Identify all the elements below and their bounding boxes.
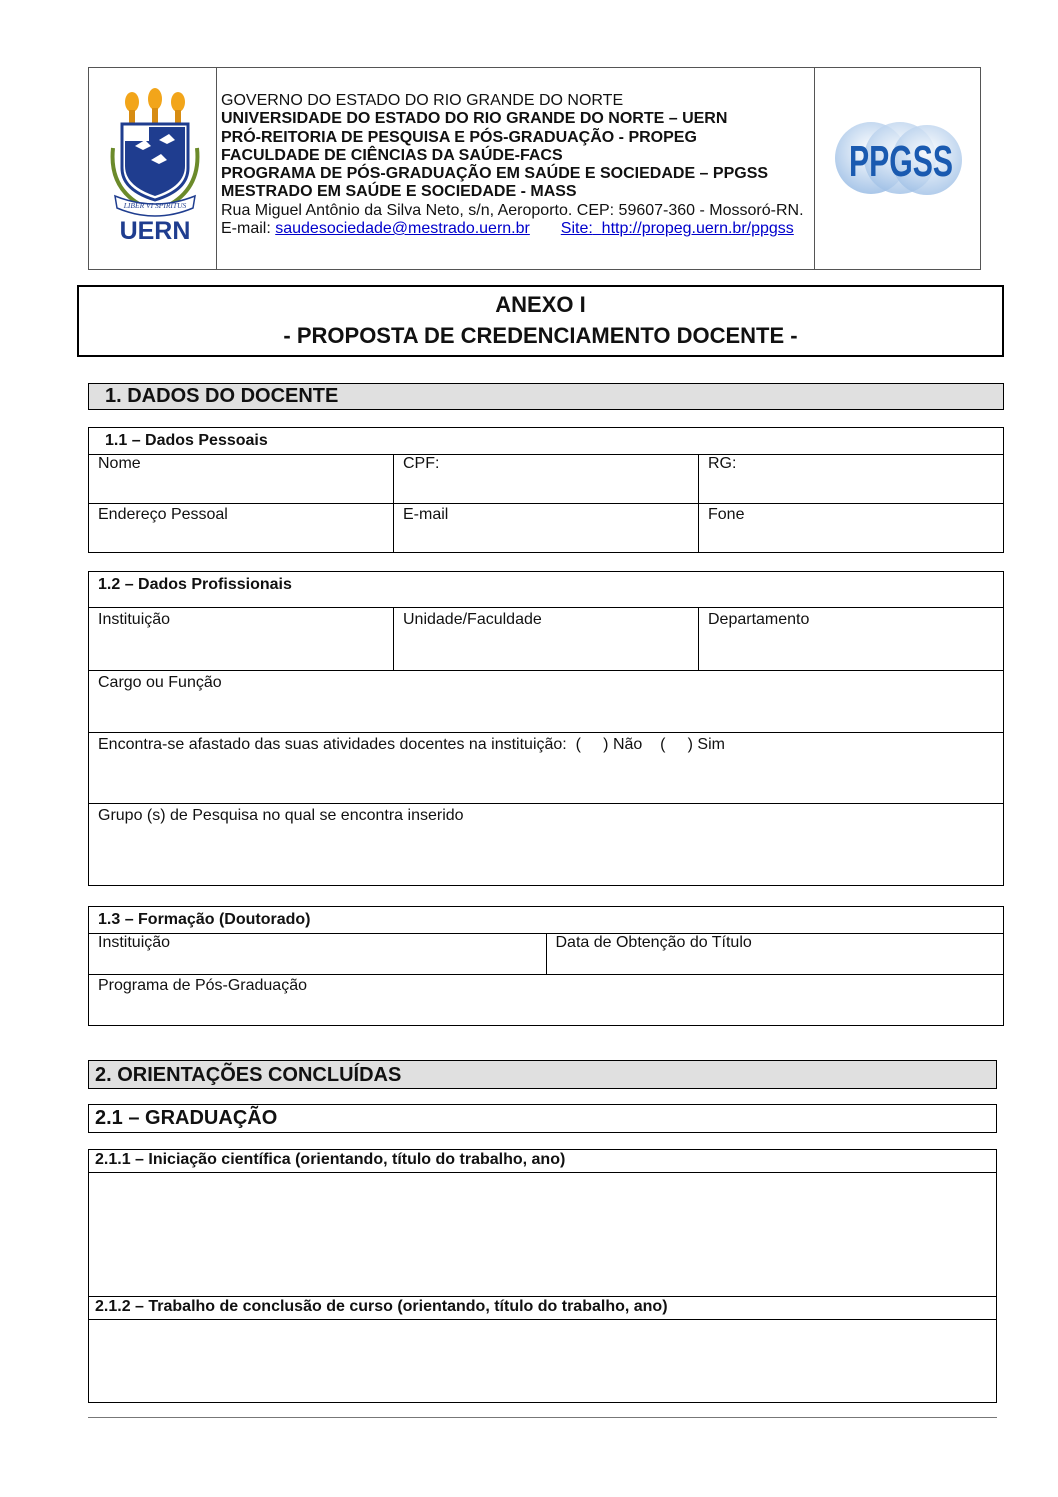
uern-logo bbox=[89, 68, 215, 264]
address-field[interactable]: Endereço Pessoal bbox=[89, 504, 394, 553]
gov-line: GOVERNO DO ESTADO DO RIO GRANDE DO NORTE bbox=[221, 92, 624, 109]
personal-data-heading: 1.1 – Dados Pessoais bbox=[89, 428, 1004, 455]
university-line: UNIVERSIDADE DO ESTADO DO RIO GRANDE DO NORTE – UERN bbox=[221, 110, 728, 128]
logo-wordmark: UERN bbox=[119, 217, 191, 245]
professional-data-table bbox=[88, 571, 1004, 886]
rg-field[interactable]: RG: bbox=[699, 455, 1004, 504]
institution-field[interactable]: Instituição bbox=[89, 608, 394, 671]
site-link[interactable] bbox=[561, 220, 794, 237]
graduate-program-field[interactable]: Programa de Pós-Graduação bbox=[89, 975, 1004, 1026]
section-2-heading: 2. ORIENTAÇÕES CONCLUÍDAS bbox=[88, 1060, 997, 1089]
orientations-table bbox=[88, 1149, 997, 1403]
doctorate-institution-field[interactable]: Instituição bbox=[89, 934, 547, 975]
phone-field[interactable]: Fone bbox=[699, 504, 1004, 553]
document-title-box bbox=[77, 285, 1004, 357]
final-project-field[interactable] bbox=[89, 1320, 997, 1403]
cpf-field[interactable]: CPF: bbox=[394, 455, 699, 504]
document-subtitle: - PROPOSTA DE CREDENCIAMENTO DOCENTE - bbox=[283, 323, 798, 348]
department-field[interactable]: Departamento bbox=[699, 608, 1004, 671]
faculty-line: FACULDADE DE CIÊNCIAS DA SAÚDE-FACS bbox=[221, 146, 563, 164]
propeg-line: PRÓ-REITORIA DE PESQUISA E PÓS-GRADUAÇÃO - PROPEG bbox=[221, 128, 697, 146]
email-field[interactable]: E-mail bbox=[394, 504, 699, 553]
personal-data-table bbox=[88, 427, 1004, 553]
address-line: Rua Miguel Antônio da Silva Neto, s/n, Aeroporto. CEP: 59607-360 - Mossoró-RN. bbox=[221, 201, 804, 219]
scientific-initiation-heading: 2.1.1 – Iniciação científica (orientando, título do trabalho, ano) bbox=[89, 1150, 997, 1173]
ppgss-wordmark: PPGSS bbox=[849, 137, 953, 186]
torch-icon bbox=[125, 88, 185, 124]
faculty-field[interactable]: Unidade/Faculdade bbox=[394, 608, 699, 671]
graduation-heading: 2.1 – GRADUAÇÃO bbox=[88, 1104, 997, 1133]
footer-divider bbox=[88, 1417, 997, 1418]
masters-line: MESTRADO EM SAÚDE E SOCIEDADE - MASS bbox=[221, 183, 577, 201]
research-group-field[interactable]: Grupo (s) de Pesquisa no qual se encontra inserido bbox=[89, 804, 1004, 886]
contact-line bbox=[221, 220, 810, 238]
professional-data-heading: 1.2 – Dados Profissionais bbox=[89, 572, 1004, 608]
leave-status-field[interactable]: Encontra-se afastado das suas atividades docentes na instituição: ( ) Não ( ) Sim bbox=[89, 733, 1004, 804]
scientific-initiation-field[interactable] bbox=[89, 1173, 997, 1297]
logo-motto: LIBER VI SPIRITUS bbox=[123, 201, 187, 210]
ppgss-logo-cell bbox=[815, 68, 981, 270]
uern-logo-cell bbox=[89, 68, 217, 270]
name-field[interactable]: Nome bbox=[89, 455, 394, 504]
email-link[interactable]: saudesociedade@mestrado.uern.br bbox=[275, 220, 530, 238]
education-heading: 1.3 – Formação (Doutorado) bbox=[89, 907, 1004, 934]
letterhead bbox=[88, 67, 981, 270]
institution-info bbox=[217, 68, 815, 270]
email-label: E-mail: bbox=[221, 220, 271, 238]
ppgss-logo bbox=[815, 68, 980, 264]
site-url: http://propeg.uern.br/ppgss bbox=[601, 220, 794, 238]
final-project-heading: 2.1.2 – Trabalho de conclusão de curso (orientando, título do trabalho, ano) bbox=[89, 1297, 997, 1320]
education-table bbox=[88, 906, 1004, 1026]
document-title: ANEXO I bbox=[495, 292, 586, 317]
degree-date-field[interactable]: Data de Obtenção do Título bbox=[546, 934, 1004, 975]
site-label: Site: bbox=[560, 220, 593, 238]
section-1-heading: 1. DADOS DO DOCENTE bbox=[88, 383, 1004, 410]
position-field[interactable]: Cargo ou Função bbox=[89, 671, 1004, 733]
program-line: PROGRAMA DE PÓS-GRADUAÇÃO EM SAÚDE E SOCIEDADE – PPGSS bbox=[221, 165, 769, 183]
